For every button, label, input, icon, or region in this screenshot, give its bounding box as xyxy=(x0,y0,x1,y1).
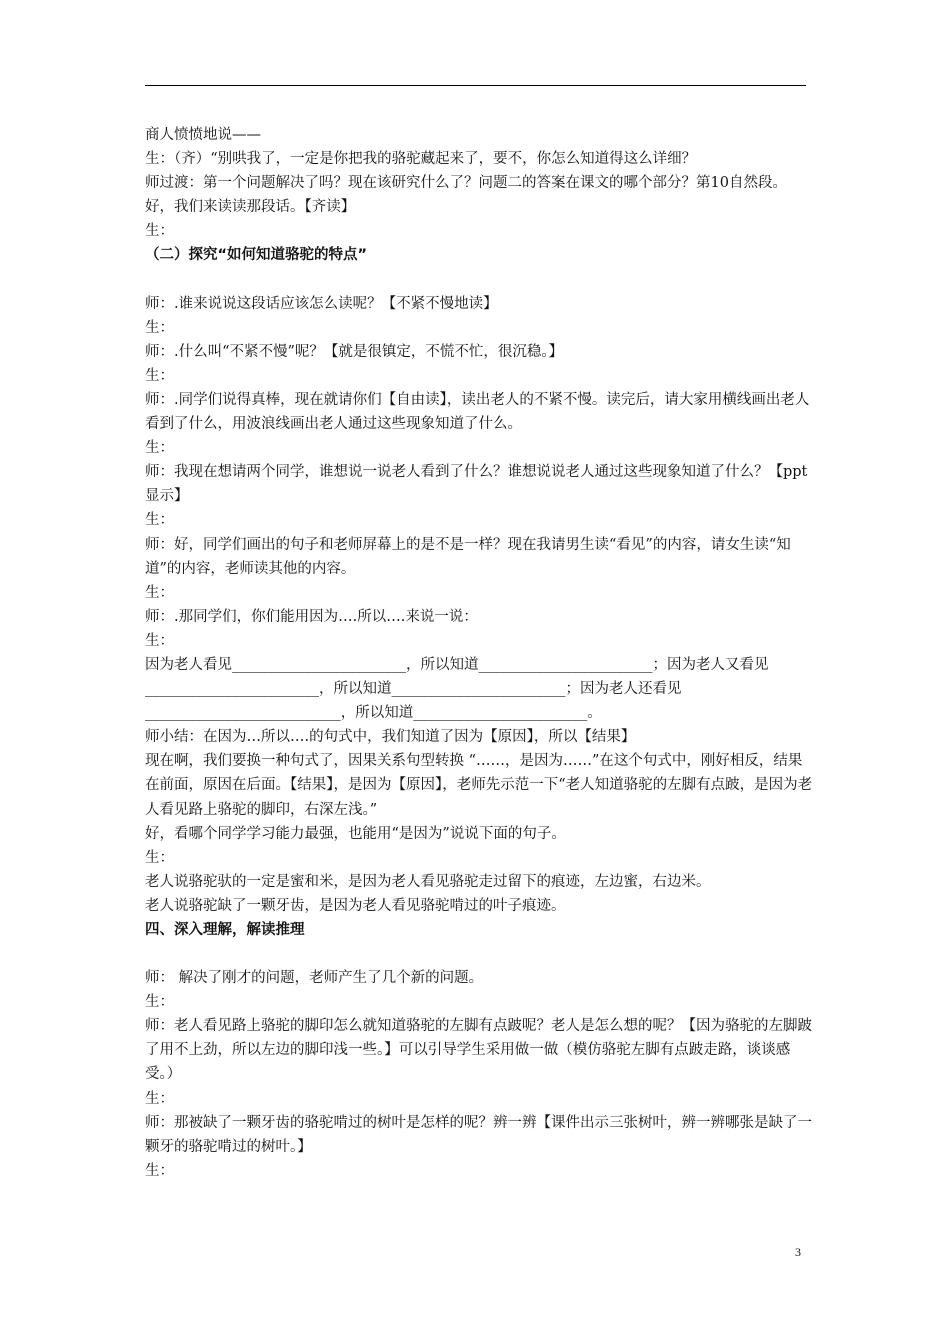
paragraph: 生：（齐）“别哄我了，一定是你把我的骆驼藏起来了，要不，你怎么知道得这么详细？ xyxy=(145,151,697,168)
document-body xyxy=(145,123,815,1183)
paragraph: 师：那被缺了一颗牙齿的骆驼啃过的树叶是怎样的呢？辨一辨【课件出示三张树叶，辨一辨哪张是缺了一颗牙的骆驼啃过的树叶。】 xyxy=(145,1114,812,1155)
paragraph: 师：.那同学们，你们能用因为….所以….来说一说： xyxy=(145,608,478,625)
paragraph: 商人愤愤地说—— xyxy=(145,127,261,143)
paragraph: 生： xyxy=(145,440,174,457)
paragraph: 生： xyxy=(145,1162,174,1179)
paragraph: 师：.谁来说说这段话应该怎么读呢？【不紧不慢地读】 xyxy=(145,295,498,312)
section-heading: （二）探究“如何知道骆驼的特点” xyxy=(145,247,368,264)
paragraph: 生： xyxy=(145,367,174,384)
paragraph: 生： xyxy=(145,632,174,649)
paragraph: 生： xyxy=(145,319,174,336)
page-number: 3 xyxy=(795,1245,801,1259)
paragraph: 生： xyxy=(145,584,174,601)
paragraph: 师：.同学们说得真棒，现在就请你们【自由读】，读出老人的不紧不慢。读完后，请大家用横线画出老人看到了什么，用波浪线画出老人通过这些现象知道了什么。 xyxy=(145,391,810,433)
paragraph: 生： xyxy=(145,994,174,1011)
paragraph: 现在啊，我们要换一种句式了，因果关系句型转换 “……，是因为……”在这个句式中，刚好相反，结果在前面，原因在后面。【结果】，是因为【原因】，老师先示范一下“老人知道骆驼的左脚有点跛，是因为老人看见路上骆驼的脚印，右深左浅。” xyxy=(145,753,813,818)
blank-line xyxy=(145,268,815,292)
paragraph: 因为老人看见________________________，所以知道________________________；因为老人又看见________________________，所以知道________________________；因为老人还看见___________________________，所以知道________________________。 xyxy=(145,656,769,722)
paragraph: 师： 解决了刚才的问题，老师产生了几个新的问题。 xyxy=(145,970,484,987)
paragraph: 生： xyxy=(145,1090,174,1107)
paragraph: 好，看哪个同学学习能力最强，也能用“是因为”说说下面的句子。 xyxy=(145,825,566,842)
paragraph: 师：.什么叫“不紧不慢”呢？【就是很镇定，不慌不忙，很沉稳。】 xyxy=(145,343,564,360)
section-heading: 四、深入理解，解读推理 xyxy=(145,922,305,938)
paragraph: 师小结：在因为…所以….的句式中，我们知道了因为【原因】，所以【结果】 xyxy=(145,729,636,746)
blank-line xyxy=(145,942,815,966)
paragraph: 生： xyxy=(145,223,174,240)
paragraph: 生： xyxy=(145,512,174,529)
paragraph: 师：我现在想请两个同学，谁想说一说老人看到了什么？谁想说说老人通过这些现象知道了什么？【ppt显示】 xyxy=(145,464,808,505)
header-rule xyxy=(145,85,806,86)
paragraph: 师过渡：第一个问题解决了吗？现在该研究什么了？问题二的答案在课文的哪个部分？第10自然段。好，我们来读读那段话。【齐读】 xyxy=(145,175,787,216)
paragraph: 生： xyxy=(145,849,174,866)
paragraph: 老人说骆驼驮的一定是蜜和米，是因为老人看见骆驼走过留下的痕迹，左边蜜，右边米。 xyxy=(145,873,711,890)
paragraph: 师：好，同学们画出的句子和老师屏幕上的是不是一样？现在我请男生读“看见”的内容，请女生读“知道”的内容，老师读其他的内容。 xyxy=(145,536,791,577)
paragraph: 师：老人看见路上骆驼的脚印怎么就知道骆驼的左脚有点跛呢？老人是怎么想的呢？【因为骆驼的左脚跛了用不上劲，所以左边的脚印浅一些。】可以引导学生采用做一做（模仿骆驼左脚有点跛走路，谈谈感受。） xyxy=(145,1018,812,1083)
paragraph: 老人说骆驼缺了一颗牙齿，是因为老人看见骆驼啃过的叶子痕迹。 xyxy=(145,897,566,914)
